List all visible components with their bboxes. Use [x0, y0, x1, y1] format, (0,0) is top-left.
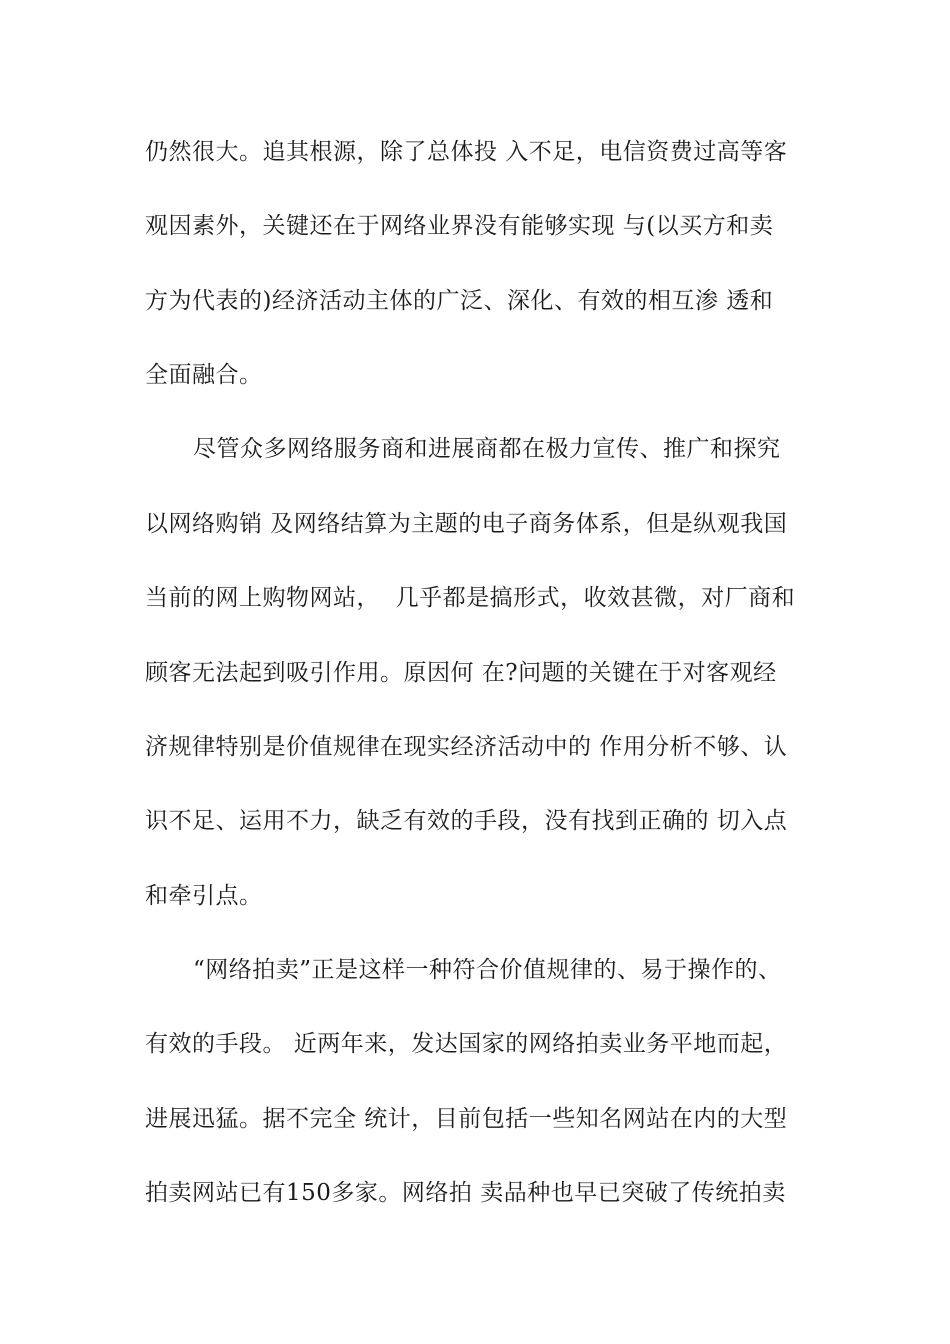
text-line: 进展迅猛。据不完全 统计，目前包括一些知名网站在内的大型: [145, 1106, 788, 1132]
text-line: 仍然很大。追其根源，除了总体投 入不足，电信资费过高等客: [145, 139, 788, 165]
text-line: 观因素外，关键还在于网络业界没有能够实现 与(以买方和卖: [145, 213, 774, 239]
paragraph-first-line: 尽管众多网络服务商和进展商都在极力宣传、推广和探究: [193, 436, 781, 462]
text-line: 全面融合。: [145, 362, 263, 388]
text-line: 济规律特别是价值规律在现实经济活动中的 作用分析不够、认: [145, 734, 788, 760]
text-line: 当前的网上购物网站， 几乎都是搞形式，收效甚微，对厂商和: [145, 585, 796, 611]
text-line: 有效的手段。 近两年来，发达国家的网络拍卖业务平地而起，: [145, 1031, 788, 1057]
text-line: 识不足、运用不力，缺乏有效的手段，没有找到正确的 切入点: [145, 808, 788, 834]
text-line: 拍卖网站已有150多家。网络拍 卖品种也早已突破了传统拍卖: [145, 1180, 786, 1206]
text-line: 以网络购销 及网络结算为主题的电子商务体系，但是纵观我国: [145, 511, 788, 537]
text-line: 和牵引点。: [145, 883, 263, 909]
paragraph-first-line: “网络拍卖”正是这样一种符合价值规律的、易于操作的、: [193, 957, 782, 983]
text-line: 方为代表的)经济活动主体的广泛、深化、有效的相互渗 透和: [145, 288, 774, 314]
text-line: 顾客无法起到吸引作用。原因何 在?问题的关键在于对客观经: [145, 660, 777, 686]
